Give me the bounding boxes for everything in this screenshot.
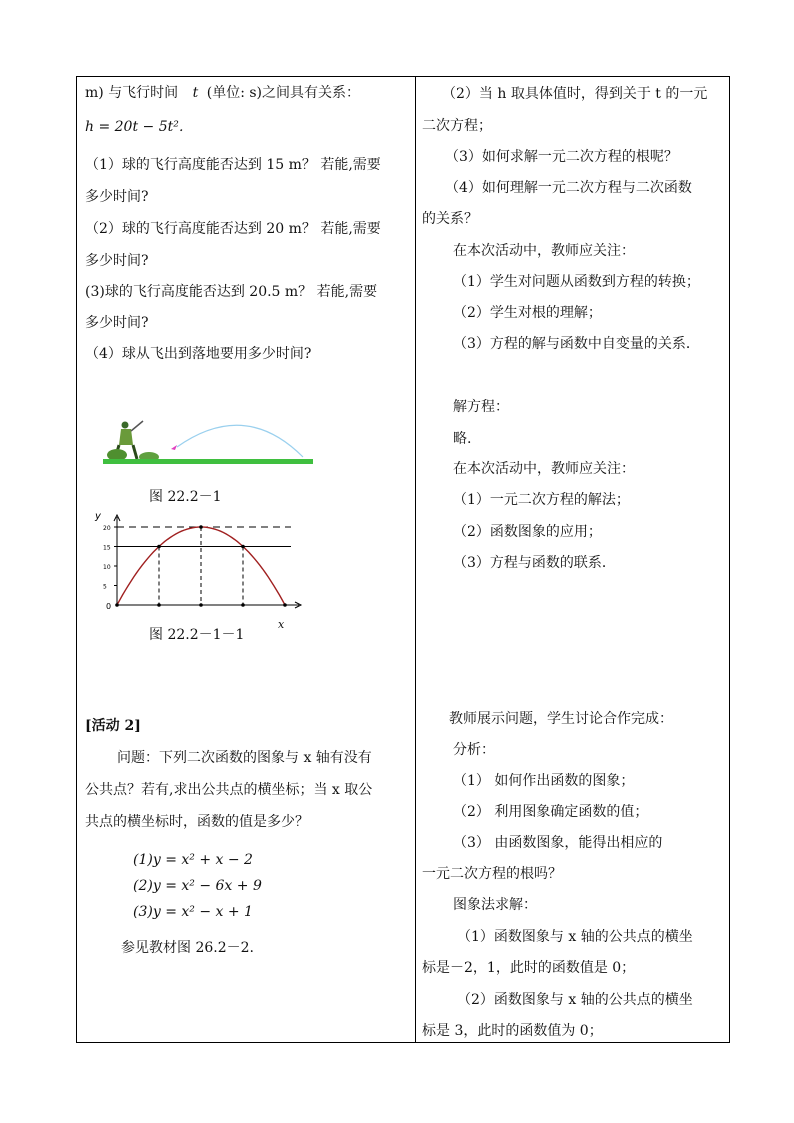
activity-2-title: [活动 2] (85, 718, 141, 734)
focus-2-item-1: （1）一元二次方程的解法； (453, 492, 630, 508)
analysis-item-3a: （3） 由函数图象，能得出相应的 (453, 835, 663, 851)
right-r3a: （4）如何理解一元二次方程与二次函数 (445, 180, 692, 196)
figure-1-caption: 图 22.2－1 (149, 489, 222, 505)
data-point-1 (157, 545, 161, 549)
analysis-heading: 分析： (453, 742, 495, 758)
ball-icon (171, 445, 177, 450)
right-r2: （3）如何求解一元二次方程的根呢？ (445, 149, 678, 165)
data-point-2 (199, 525, 203, 529)
focus-heading-2: 在本次活动中，教师应关注： (453, 461, 635, 477)
x-axis-point-2 (199, 603, 203, 607)
x-axis-label: x (278, 618, 285, 631)
column-divider (415, 77, 416, 1042)
lesson-table (76, 76, 730, 1043)
grass-strip (103, 459, 313, 464)
y-tick-label-10: 10 (103, 564, 111, 571)
equation-3: (3)y = x² − x + 1 (133, 904, 253, 920)
question-2a: （2）球的飞行高度能否达到 20 m？ 若能,需要 (85, 221, 381, 237)
height-formula: h = 20t − 5t²． (85, 119, 193, 135)
y-tick-label-20: 20 (103, 525, 111, 532)
analysis-item-3b: 一元二次方程的根吗？ (422, 866, 562, 882)
problem-line-3: 共点的横坐标时，函数的值是多少？ (85, 814, 309, 830)
analysis-item-1: （1） 如何作出函数的图象； (453, 773, 635, 789)
y-tick-label-5: 5 (103, 583, 107, 591)
right-r1b: 二次方程； (422, 118, 492, 134)
data-point-3 (241, 545, 245, 549)
solution-1b: 标是－2，1，此时的函数值是 0； (422, 960, 636, 976)
question-1b: 多少时间? (85, 189, 149, 205)
focus-2-item-2: （2）函数图象的应用； (453, 524, 602, 540)
golfer-illustration (103, 417, 319, 467)
ball-trajectory-arc (177, 425, 303, 457)
question-1a: （1）球的飞行高度能否达到 15 m？ 若能,需要 (85, 157, 381, 173)
data-point-0 (115, 603, 119, 607)
golfer-figure (107, 421, 159, 462)
solution-1a: （1）函数图象与 x 轴的公共点的横坐 (457, 929, 693, 945)
equation-2: (2)y = x² − 6x + 9 (133, 878, 262, 894)
y-axis-label: y (95, 511, 101, 522)
parabola-chart (77, 507, 307, 627)
solution-2a: （2）函数图象与 x 轴的公共点的横坐 (457, 992, 693, 1008)
intro-var-t: t (192, 85, 199, 101)
solve-omitted: 略. (453, 431, 472, 447)
focus-2-item-3: （3）方程与函数的联系． (453, 555, 616, 571)
question-3a: (3)球的飞行高度能否达到 20.5 m？ 若能,需要 (85, 284, 378, 300)
question-3b: 多少时间? (85, 315, 149, 331)
intro-text-b: (单位: s)之间具有关系： (206, 85, 361, 101)
intro-line (85, 84, 360, 102)
y-tick-label-15: 15 (103, 544, 111, 552)
figure-2-caption: 图 22.2－1－1 (149, 627, 245, 643)
intro-text-a: m) 与飞行时间 (85, 85, 179, 101)
x-axis-point-3 (241, 603, 245, 607)
chart-axes (94, 511, 301, 611)
focus-1-item-1: （1）学生对问题从函数到方程的转换； (453, 274, 700, 290)
focus-heading-1: 在本次活动中，教师应关注： (453, 243, 635, 259)
data-point-4 (283, 603, 287, 607)
x-axis-point-1 (157, 603, 161, 607)
textbook-reference: 参见教材图 26.2－2. (121, 940, 254, 956)
question-2b: 多少时间? (85, 253, 149, 269)
analysis-item-2: （2） 利用图象确定函数的值； (453, 804, 649, 820)
question-4: （4）球从飞出到落地要用多少时间? (85, 346, 312, 362)
origin-label: 0 (106, 602, 112, 611)
right-r3b: 的关系？ (422, 211, 478, 227)
solution-2b: 标是 3，此时的函数值为 0； (422, 1023, 603, 1039)
teacher-instruction: 教师展示问题，学生讨论合作完成： (449, 711, 673, 727)
graph-method-heading: 图象法求解： (453, 897, 537, 913)
focus-1-item-3: （3）方程的解与函数中自变量的关系． (453, 336, 700, 352)
problem-line-1: 问题：下列二次函数的图象与 x 轴有没有 (117, 750, 372, 766)
equation-1: (1)y = x² + x − 2 (133, 852, 253, 868)
problem-line-2: 公共点？若有,求出公共点的横坐标；当 x 取公 (85, 782, 373, 798)
solve-heading: 解方程： (453, 399, 509, 415)
right-r1a: （2）当 h 取具体值时，得到关于 t 的一元 (442, 86, 708, 102)
focus-1-item-2: （2）学生对根的理解； (453, 305, 602, 321)
